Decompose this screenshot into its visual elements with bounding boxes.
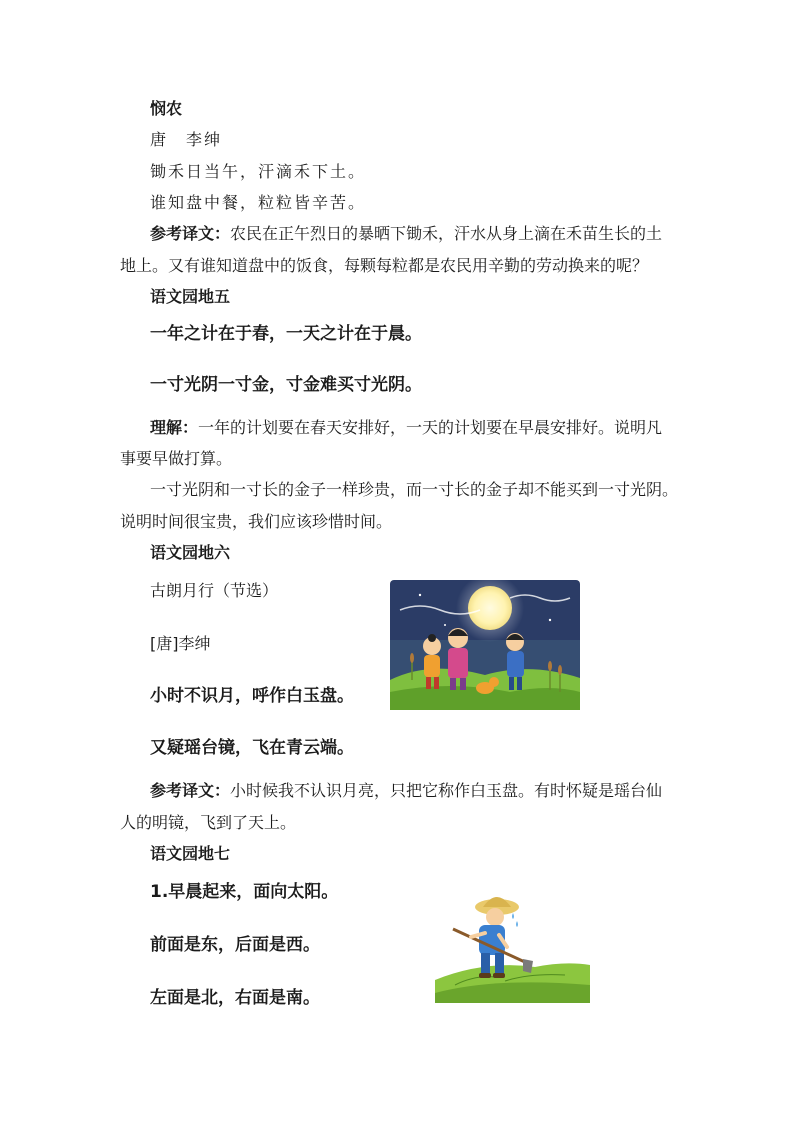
explanation-text: 一寸光阴和一寸长的金子一样珍贵，而一寸长的金子却不能买到一寸光阴。 [150,480,679,499]
poem-title: 悯农 [150,99,183,118]
section-title: 语文园地五 [150,287,231,306]
section-title: 语文园地七 [150,844,231,863]
translation-text: 农民在正午烈日的暴晒下锄禾，汗水从身上滴在禾苗生长的土 [230,224,663,243]
explanation-text: 说明时间很宝贵，我们应该珍惜时间。 [120,512,393,531]
direction-line: 1.早晨起来，面向太阳。 [150,882,339,902]
translation-text: 人的明镜，飞到了天上。 [120,813,297,832]
understanding-paragraph [150,418,662,438]
saying-line: 一年之计在于春，一天之计在于晨。 [150,324,422,344]
farmer-hoeing-illustration [435,885,590,1003]
poem-line: 锄禾日当午，汗滴禾下土。 [150,162,367,181]
saying-line: 一寸光阴一寸金，寸金难买寸光阴。 [150,375,422,395]
moon-children-illustration [390,580,580,710]
translation-paragraph [150,781,662,801]
translation-label: 参考译文： [150,224,231,243]
translation-label: 参考译文： [150,781,231,800]
section-title: 语文园地六 [150,543,231,562]
understanding-text: 事要早做打算。 [120,449,233,468]
translation-text: 小时候我不认识月亮，只把它称作白玉盘。有时怀疑是瑶台仙 [230,781,663,800]
poem-author: [唐]李绅 [150,634,211,653]
moon-icon [468,586,512,630]
poem-line: 又疑瑶台镜，飞在青云端。 [150,738,354,758]
direction-line: 前面是东，后面是西。 [150,935,320,955]
translation-paragraph [150,224,662,244]
poem-author: 唐 李绅 [150,130,223,149]
translation-text: 地上。又有谁知道盘中的饭食，每颗每粒都是农民用辛勤的劳动换来的呢？ [120,256,649,275]
poem-line: 小时不识月，呼作白玉盘。 [150,686,354,706]
understanding-label: 理解： [150,418,199,437]
poem-title: 古朗月行（节选） [150,581,279,600]
poem-line: 谁知盘中餐，粒粒皆辛苦。 [150,193,367,212]
direction-line: 左面是北，右面是南。 [150,988,320,1008]
understanding-text: 一年的计划要在春天安排好，一天的计划要在早晨安排好。说明凡 [198,418,663,437]
